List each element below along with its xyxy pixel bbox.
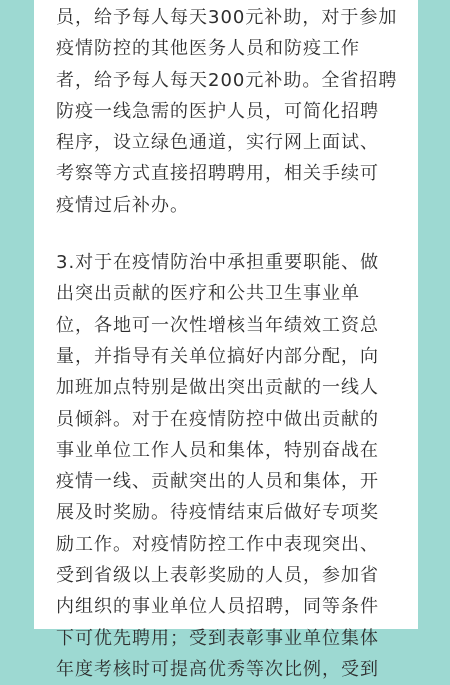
- document-panel: [34, 0, 418, 680]
- paragraph-2: 3.对于在疫情防治中承担重要职能、做 出突出贡献的医疗和公共卫生事业单 位，各地可一次性增核当年绩效工资总 量，并指导有关单位搞好内部分配，向 加班加点特别是做出突出贡献的一线人 员倾斜。对于在疫情防控中做出贡献的 事业单位工作人员和集体，特别奋战在 疫情一线、贡献突出的人员和集体，开 展及时奖励。待疫情结束后做好专项奖 励工作。对疫情防控工作中表现突出、 受到省级以上表彰奖励的人员，参加省 内组织的事业单位人员招聘，同等条件 下可优先聘用；受到表彰事业单位集体 年度考核时可提高优秀等次比例，受到: [56, 252, 380, 680]
- paragraph-1: 员，给予每人每天300元补助，对于参加 疫情防控的其他医务人员和防疫工作 者，给予每人每天200元补助。全省招聘 防疫一线急需的医护人员，可简化招聘 程序，设立绿色通道，实行网上面试、 考察等方式直接招聘聘用，相关手续可 疫情过后补办。: [56, 7, 398, 216]
- document-body: [56, 2, 411, 685]
